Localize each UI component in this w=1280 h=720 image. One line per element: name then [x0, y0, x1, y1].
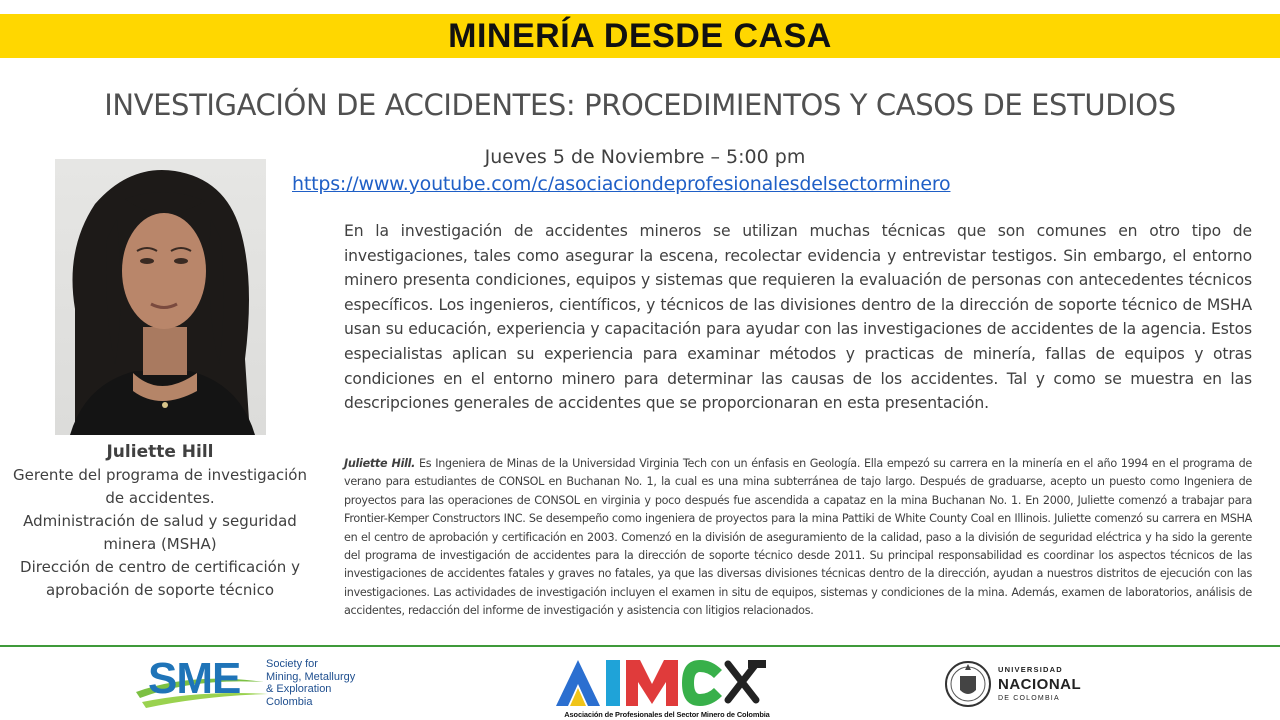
sme-logo	[132, 652, 382, 714]
event-date: Jueves 5 de Noviembre – 5:00 pm	[484, 146, 806, 168]
sme-name-line: Society for	[266, 658, 318, 670]
speaker-info	[0, 441, 320, 602]
speaker-portrait-icon	[55, 159, 266, 435]
sme-name	[266, 658, 386, 708]
aimc-caption: Asociación de Profesionales del Sector Minero de Colombia	[564, 710, 770, 719]
bio-text: Es Ingeniera de Minas de la Universidad Virginia Tech con un énfasis en Geología. Ella empezó su carrera en la minería en el año 1994 en el programa de verano para estudiantes de CONSOL en Buchanan No. 1, la cual es una mina subterránea de tajo largo. Después de graduarse, acepto un puesto como Ingeniera de proyectos para las operaciones de CONSOL en virginia y poco después fue ascendida a capataz en la mina Buchanan No. 1. En 2000, Juliette comenzó a trabajar para Frontier-Kemper Constructors INC. Se desempeño como ingeniera de proyectos para la mina Pattiki de White County Coal en Illinois. Juliette comenzó su carrera en MSHA en el centro de aprobación y certificación en 2003. Comenzó en la división de aseguramiento de la calidad, paso a la división de seguridad eléctrica y ha sido la gerente del programa de investigación de accidentes para la dirección de soporte técnico desde 2011. Su principal responsabilidad es coordinar los aspectos técnicos de las investigaciones de accidentes fatales y graves no fatales, ya que las diversas divisiones técnicas dentro de la dirección, ayudan a nuestros distritos de ejecución con las investigaciones. Las actividades de investigación incluyen el examen in situ de equipos, sistemas y condiciones de la mina. Además, examen de laboratorios, análisis de accidentes, redacción del informe de investigación y asistencia con litigios relacionados.	[344, 457, 1252, 618]
speaker-bio	[344, 455, 1252, 621]
un-name	[998, 666, 1081, 702]
aimc-letters-icon	[552, 654, 782, 710]
un-line-2: NACIONAL	[998, 675, 1082, 693]
sme-name-line: Mining, Metallurgy	[266, 670, 356, 683]
sme-name-line: & Exploration	[266, 683, 332, 695]
page-title: INVESTIGACIÓN DE ACCIDENTES: PROCEDIMIENTOS Y CASOS DE ESTUDIOS	[104, 88, 1176, 122]
sme-name-line: Colombia	[266, 695, 313, 708]
bio-speaker-name: Juliette Hill.	[344, 457, 416, 470]
speaker-role-line: Administración de salud y seguridad	[23, 512, 297, 530]
un-seal-icon	[944, 654, 992, 714]
top-banner	[0, 14, 1280, 58]
aimc-logo	[552, 654, 782, 720]
banner-title: MINERÍA DESDE CASA	[448, 16, 832, 55]
un-logo	[944, 654, 1094, 714]
un-line-1: UNIVERSIDAD	[998, 665, 1063, 674]
speaker-photo	[55, 159, 266, 435]
un-line-3: DE COLOMBIA	[998, 694, 1060, 702]
speaker-role-line: aprobación de soporte técnico	[45, 581, 275, 599]
youtube-link[interactable]: https://www.youtube.com/c/asociaciondeprofesionalesdelsectorminero	[292, 173, 951, 195]
speaker-role-line: Dirección de centro de certificación y	[20, 558, 300, 576]
speaker-role-line: minera (MSHA)	[103, 535, 217, 553]
sme-abbr: SME	[148, 654, 241, 703]
talk-description: En la investigación de accidentes mineros se utilizan muchas técnicas que son comunes en otro tipo de investigaciones, tales como asegurar la escena, recolectar evidencia y entrevistar testigos. Sin embargo, el entorno minero presenta condiciones, equipos y sistemas que requieren la evaluación de personas con antecedentes técnicos específicos. Los ingenieros, científicos, y técnicos de las divisiones dentro de la dirección de soporte técnico de MSHA usan su educación, experiencia y capacitación para ayudar con las investigaciones de accidentes de la agencia. Estos especialistas aplican su experiencia para examinar métodos y practicas de minería, fallas de equipos y otras condiciones en el entorno minero para determinar las causas de los accidentes. Tal y como se muestra en las descripciones generales de accidentes que se proporcionaran en esta presentación.	[344, 222, 1252, 413]
speaker-role-line: de accidentes.	[105, 489, 215, 507]
speaker-role-line: Gerente del programa de investigación	[13, 466, 307, 484]
speaker-name: Juliette Hill	[106, 442, 214, 462]
footer-divider	[0, 645, 1280, 647]
